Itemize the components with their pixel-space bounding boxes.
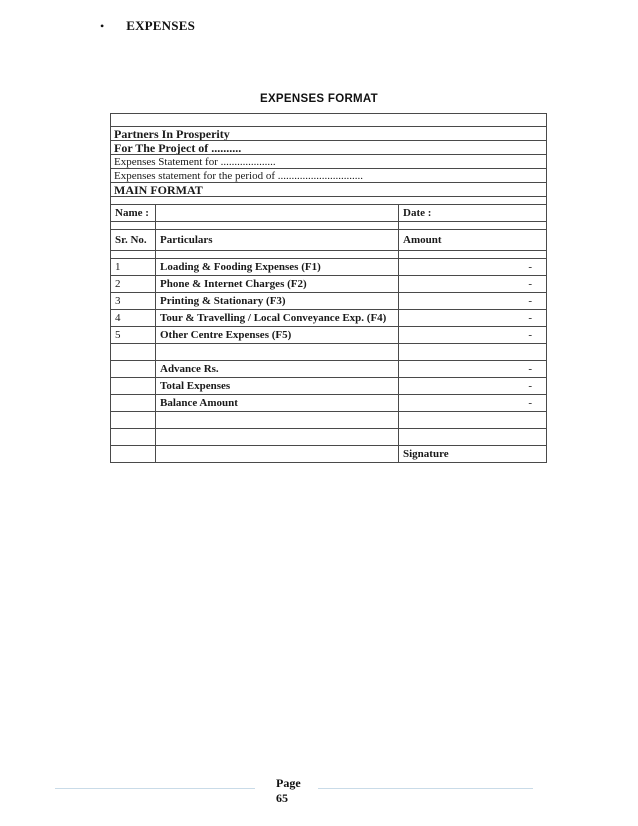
- amount-header: Amount: [399, 230, 547, 251]
- spacer-row: [111, 222, 547, 230]
- particular-cell: Printing & Stationary (F3): [156, 293, 399, 310]
- section-heading: [100, 18, 195, 34]
- summary-amount: -: [399, 361, 547, 378]
- summary-row: [111, 395, 547, 412]
- org-row: [111, 127, 547, 141]
- particular-cell: Tour & Travelling / Local Conveyance Exp. (F4): [156, 310, 399, 327]
- amount-cell: -: [399, 327, 547, 344]
- summary-label: Balance Amount: [156, 395, 399, 412]
- statement-for-row: [111, 155, 547, 169]
- expenses-format-table: [110, 113, 547, 463]
- statement-period-row: [111, 169, 547, 183]
- amount-cell: -: [399, 276, 547, 293]
- signature-row: [111, 446, 547, 463]
- empty-row: [111, 412, 547, 429]
- project-row: [111, 141, 547, 155]
- particular-cell: Other Centre Expenses (F5): [156, 327, 399, 344]
- page-number-label: [276, 776, 301, 806]
- format-title: EXPENSES FORMAT: [259, 93, 379, 105]
- section-title: EXPENSES: [126, 18, 195, 33]
- date-label: Date :: [399, 205, 547, 222]
- org-name: Partners In Prosperity: [111, 127, 547, 141]
- table-row: [111, 327, 547, 344]
- table-row: [111, 276, 547, 293]
- name-date-row: [111, 205, 547, 222]
- summary-amount: -: [399, 378, 547, 395]
- amount-cell: -: [399, 293, 547, 310]
- summary-row: [111, 361, 547, 378]
- sr-no-cell: 1: [111, 259, 156, 276]
- sr-no-cell: 5: [111, 327, 156, 344]
- spacer-row: [111, 197, 547, 205]
- empty-row: [111, 344, 547, 361]
- project-line: For The Project of ..........: [111, 141, 547, 155]
- name-value-cell: [156, 205, 399, 222]
- particulars-header: Particulars: [156, 230, 399, 251]
- summary-amount: -: [399, 395, 547, 412]
- table-top-row: [111, 114, 547, 127]
- summary-row: [111, 378, 547, 395]
- summary-label: Advance Rs.: [156, 361, 399, 378]
- empty-row: [111, 429, 547, 446]
- summary-label: Total Expenses: [156, 378, 399, 395]
- footer-rule-right: [318, 788, 533, 789]
- particular-cell: Phone & Internet Charges (F2): [156, 276, 399, 293]
- sr-no-header: Sr. No.: [111, 230, 156, 251]
- sr-no-cell: 3: [111, 293, 156, 310]
- table-row: [111, 259, 547, 276]
- page-word: Page: [276, 776, 301, 790]
- statement-period: Expenses statement for the period of ...............................: [111, 169, 547, 183]
- sr-no-cell: 2: [111, 276, 156, 293]
- signature-label: Signature: [399, 446, 547, 463]
- table-row: [111, 310, 547, 327]
- main-format-row: [111, 183, 547, 197]
- footer-rule-left: [55, 788, 255, 789]
- name-label: Name :: [111, 205, 156, 222]
- amount-cell: -: [399, 310, 547, 327]
- amount-cell: -: [399, 259, 547, 276]
- sr-no-cell: 4: [111, 310, 156, 327]
- particular-cell: Loading & Fooding Expenses (F1): [156, 259, 399, 276]
- page-number: 65: [276, 791, 288, 805]
- page-footer: [0, 776, 638, 816]
- column-header-row: [111, 230, 547, 251]
- main-format-label: MAIN FORMAT: [111, 183, 547, 197]
- spacer-row: [111, 251, 547, 259]
- statement-for: Expenses Statement for ....................: [111, 155, 547, 169]
- bullet-icon: •: [100, 18, 105, 33]
- table-row: [111, 293, 547, 310]
